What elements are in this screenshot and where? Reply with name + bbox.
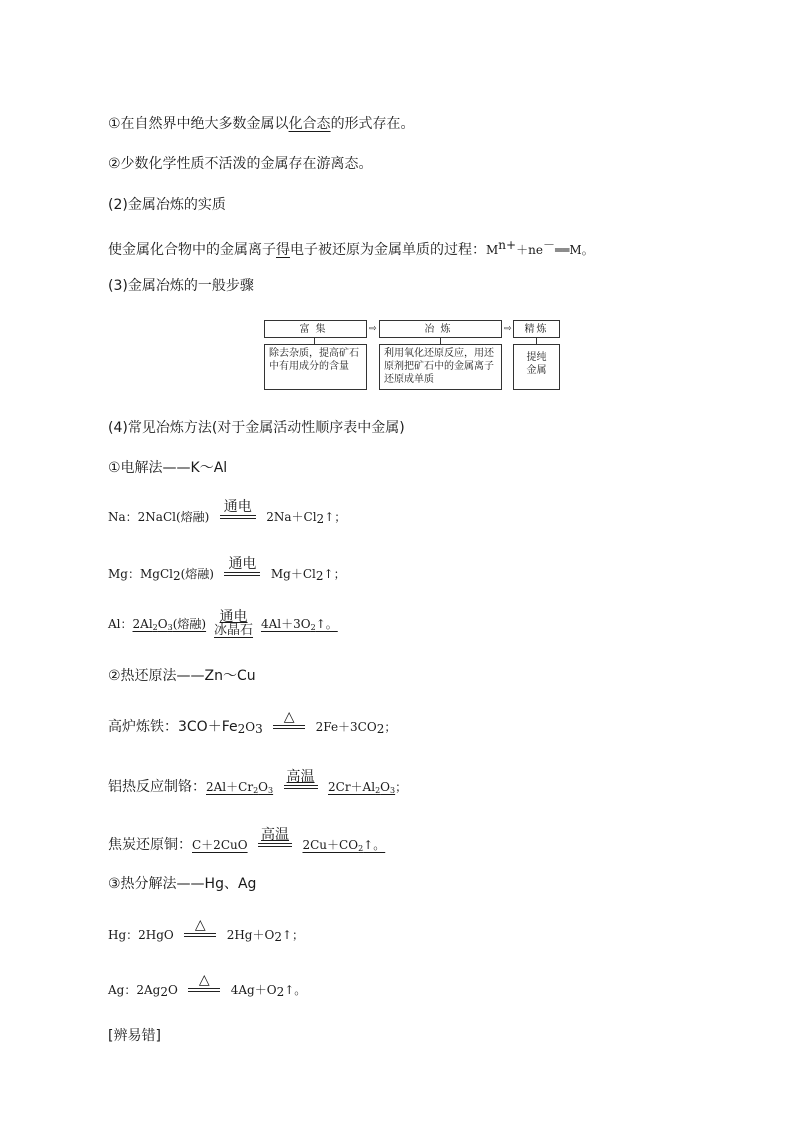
step-enrich-desc: 除去杂质，提高矿石中有用成分的含量: [264, 344, 367, 390]
formula: －: [542, 238, 555, 252]
formula: 3: [255, 722, 263, 736]
reaction-condition: [284, 770, 318, 804]
formula: O: [157, 617, 168, 631]
formula: Mg：MgCl: [108, 567, 173, 581]
heading-methods: (4)常见冶炼方法(对于金属活动性顺序表中金属): [108, 420, 405, 436]
step-enrich-title: 富集: [264, 320, 367, 338]
heat-icon: △: [194, 917, 206, 933]
formula: 2: [160, 985, 168, 999]
formula: 3: [167, 623, 173, 632]
equation-mg: [108, 557, 346, 591]
formula: M: [486, 243, 499, 257]
formula: 2Fe＋3CO: [315, 720, 377, 734]
text: 焦炭还原铜：: [108, 837, 192, 853]
formula: O: [258, 780, 268, 794]
line-essence: [108, 235, 594, 260]
formula: 2: [172, 569, 181, 583]
formula: n+: [498, 238, 517, 252]
formula: 2: [358, 844, 364, 853]
heat-icon: △: [283, 709, 295, 725]
formula: 2: [310, 623, 316, 632]
step-smelt-desc: 利用氧化还原反应，用还原剂把矿石中的金属离子还原成单质: [379, 344, 502, 390]
condition-text: 通电: [223, 499, 252, 515]
text: 使金属化合物中的金属离子: [108, 242, 276, 258]
text: ①在自然界中绝大多数金属以: [108, 116, 289, 132]
reaction-condition: [273, 710, 305, 744]
blank-answer: [133, 617, 207, 631]
condition-text: 高温: [286, 769, 315, 785]
smelting-steps-flowchart: [264, 320, 564, 392]
blank-answer: 得: [276, 242, 290, 258]
formula: O: [380, 780, 390, 794]
formula: 2Cr＋Al: [328, 780, 376, 794]
condition-text: 冰晶石: [214, 623, 254, 638]
reaction-condition: [258, 828, 292, 862]
equation-fe: [108, 710, 396, 744]
formula: ↑。: [284, 983, 307, 997]
line-thermal-reduction: ②热还原法——Zn～Cu: [108, 668, 256, 684]
reaction-condition: [188, 973, 220, 1007]
blank-answer: C＋2CuO: [192, 838, 248, 852]
step-refine-desc: 提纯金属: [513, 344, 560, 390]
formula: Mg＋Cl: [270, 567, 316, 581]
formula: 2: [253, 786, 259, 795]
formula: 2: [237, 722, 246, 736]
blank-answer: [328, 780, 395, 794]
formula: Hg：2HgO: [108, 928, 174, 942]
heading-essence: (2)金属冶炼的实质: [108, 197, 226, 213]
formula: (熔融): [172, 617, 207, 631]
formula: 2Al＋Cr: [206, 780, 254, 794]
formula: 2: [152, 623, 158, 632]
formula: ；: [395, 780, 408, 794]
line-natural-state: [108, 114, 415, 134]
formula: 2Cu＋CO: [302, 838, 359, 852]
equation-cu: [108, 828, 385, 862]
heat-icon: △: [198, 972, 210, 988]
formula: ↑。: [363, 838, 386, 852]
formula: ↑；: [323, 567, 346, 581]
formula: ↑；: [281, 928, 305, 942]
formula: 2: [276, 985, 285, 999]
step-smelt-title: 冶炼: [379, 320, 502, 338]
formula: 4Al＋3O: [260, 617, 311, 631]
condition-text: 高温: [261, 827, 290, 843]
formula: ；: [384, 720, 397, 734]
blank-answer: 化合态: [288, 116, 331, 132]
arrow-icon: ⇨: [504, 324, 512, 334]
equation-ag: [108, 973, 306, 1007]
text: 电子被还原为金属单质的过程：: [290, 242, 486, 258]
heading-steps: (3)金属冶炼的一般步骤: [108, 278, 254, 294]
formula: (熔融): [180, 567, 214, 581]
formula: 高炉炼铁：3CO＋Fe: [108, 719, 238, 735]
formula: 2: [316, 512, 325, 526]
formula: 2Hg＋O: [226, 928, 275, 942]
equation-cr: [108, 770, 407, 804]
blank-answer: [206, 780, 273, 794]
equation-hg: [108, 918, 304, 952]
reaction-condition: [213, 610, 255, 638]
formula: 4Ag＋O: [230, 983, 277, 997]
arrow-icon: ⇨: [369, 324, 377, 334]
line-thermal-decomposition: ③热分解法——Hg、Ag: [108, 876, 257, 892]
reaction-condition: [224, 557, 260, 591]
line-free-state: ②少数化学性质不活泼的金属存在游离态。: [108, 156, 373, 172]
formula: 2: [376, 722, 385, 736]
formula: 2: [315, 569, 324, 583]
formula: O: [167, 983, 178, 997]
equation-na: [108, 500, 346, 534]
text: 铝热反应制铬：: [108, 779, 206, 795]
reaction-condition: [220, 500, 256, 534]
step-refine-title: 精炼: [513, 320, 560, 338]
formula: ══M。: [554, 243, 594, 257]
line-electrolysis: ①电解法——K～Al: [108, 460, 228, 476]
formula: 2: [274, 930, 282, 944]
formula: 2Na＋Cl: [266, 510, 317, 524]
formula: ＋ne: [516, 243, 543, 257]
heading-misconceptions: [辨易错]: [108, 1028, 161, 1044]
text: 的形式存在。: [330, 116, 415, 132]
blank-answer: [302, 838, 385, 852]
formula: ↑。: [315, 617, 338, 631]
formula: O: [245, 720, 256, 734]
blank-answer: [261, 617, 338, 631]
formula: 2: [375, 786, 381, 795]
formula: Al：: [108, 617, 133, 631]
formula: 3: [390, 786, 396, 795]
formula: 3: [268, 786, 274, 795]
reaction-condition: [184, 918, 216, 952]
formula: ↑；: [324, 510, 347, 524]
formula: 2Al: [132, 617, 153, 631]
condition-text: 通电: [219, 609, 248, 625]
formula: Ag：2Ag: [108, 983, 161, 997]
condition-text: 通电: [228, 556, 257, 572]
formula: Na：2NaCl(熔融): [108, 510, 210, 524]
equation-al: [108, 610, 338, 638]
